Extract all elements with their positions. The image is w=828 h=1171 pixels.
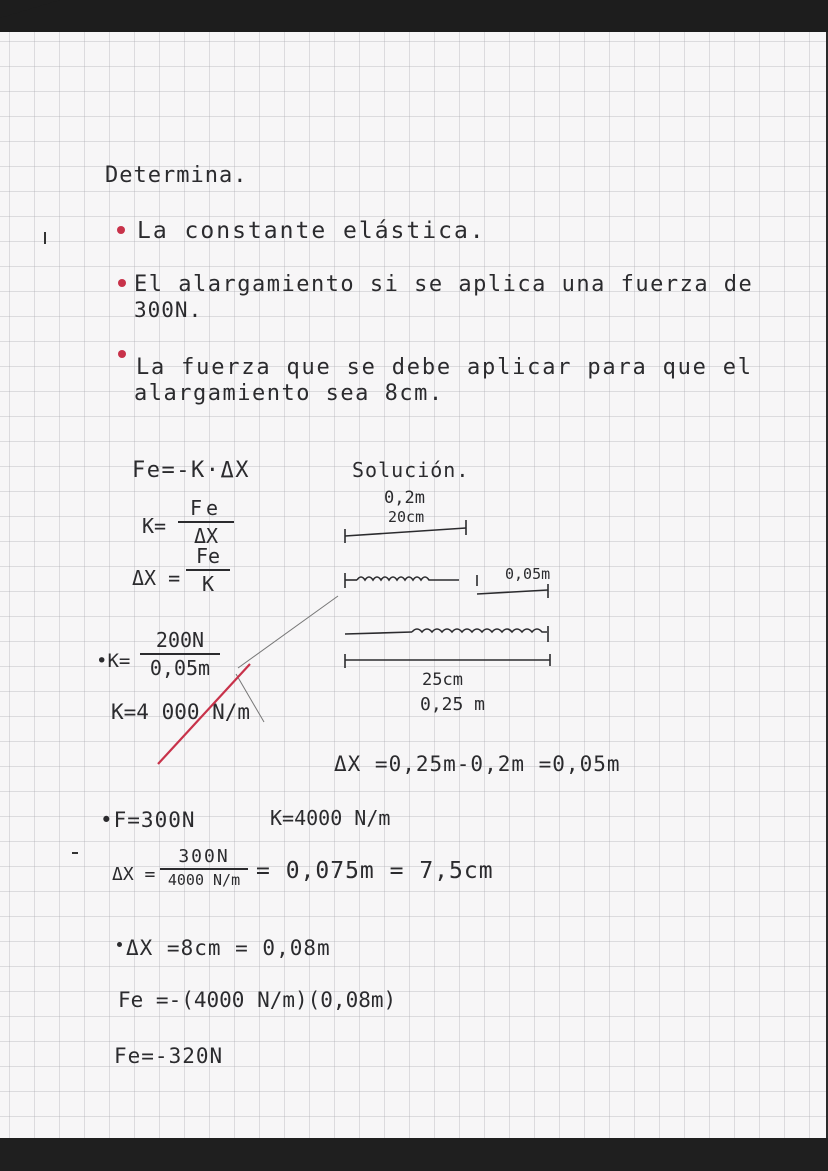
part2-fraction bbox=[160, 846, 248, 889]
fraction-bar bbox=[160, 868, 248, 870]
dx-formula-denominator: K bbox=[201, 571, 215, 596]
question-1: La constante elástica. bbox=[137, 218, 486, 244]
part1-numerator: 200N bbox=[155, 628, 205, 652]
part2-given-force: •F=300N bbox=[100, 808, 196, 832]
part2-denominator: 4000 N/m bbox=[167, 870, 241, 889]
part1-denominator: 0,05m bbox=[149, 655, 211, 680]
part3-equation: Fe =-(4000 N/m)(0,08m) bbox=[118, 988, 397, 1012]
stretched-length-cm: 25cm bbox=[422, 670, 463, 690]
k-formula-numerator: Fe bbox=[189, 496, 223, 520]
stretch-label: 0,05m bbox=[505, 565, 551, 583]
question-2: El alargamiento si se aplica una fuerza de bbox=[134, 272, 754, 297]
part2-numerator: 300N bbox=[178, 846, 230, 867]
question-3: La fuerza que se debe aplicar para que el bbox=[136, 355, 753, 380]
page-title: Determina. bbox=[105, 163, 248, 188]
spring-length-m: 0,2m bbox=[384, 488, 425, 508]
solution-label: Solución. bbox=[352, 458, 470, 482]
question-2-cont: 300N. bbox=[134, 298, 203, 322]
delta-x-equation: ΔX =0,25m-0,2m =0,05m bbox=[334, 752, 621, 776]
k-formula-denominator: ΔX bbox=[193, 523, 219, 548]
part2-given-k: K=4000 N/m bbox=[270, 806, 391, 830]
stretched-length-m: 0,25 m bbox=[420, 694, 486, 715]
part2-dx-lhs: ΔX = bbox=[112, 864, 156, 885]
question-3-cont: alargamiento sea 8cm. bbox=[134, 381, 444, 406]
part2-result: = 0,075m = 7,5cm bbox=[256, 858, 494, 884]
dx-formula-lhs: ΔX = bbox=[132, 566, 181, 590]
k-formula-lhs: K= bbox=[142, 514, 167, 538]
part3-given: ΔX =8cm = 0,08m bbox=[126, 936, 331, 960]
part1-result: K=4 000 N/m bbox=[111, 700, 251, 724]
hooke-law-formula: Fe=-K·ΔX bbox=[132, 458, 250, 483]
dx-formula-numerator: Fe bbox=[195, 544, 221, 568]
part1-lhs: •K= bbox=[96, 650, 131, 672]
part3-bullet bbox=[117, 942, 122, 947]
part3-result: Fe=-320N bbox=[114, 1044, 224, 1068]
spring-length-cm: 20cm bbox=[388, 508, 425, 526]
